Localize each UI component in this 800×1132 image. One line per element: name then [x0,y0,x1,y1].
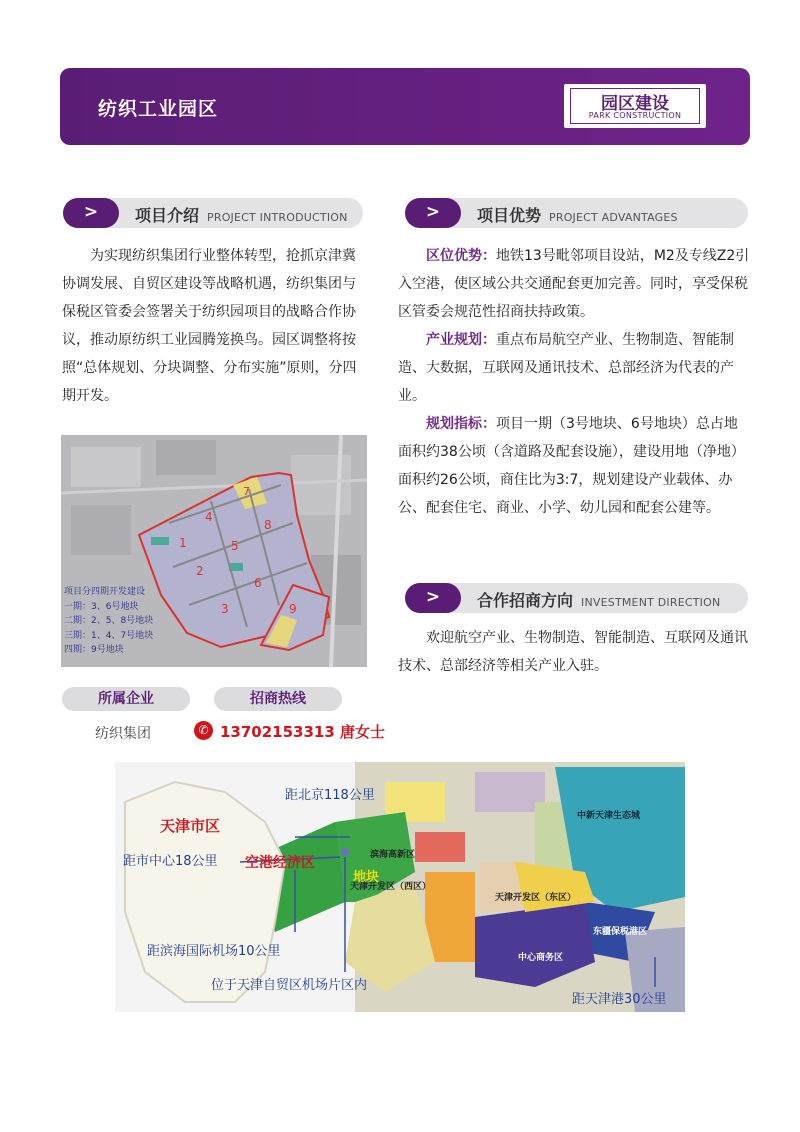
chevron-right-icon: > [405,198,461,228]
dongjiang-label: 东疆保税港区 [593,927,648,937]
plot-2-label: 2 [196,564,204,578]
ftz-location: 位于天津自贸区机场片区内 [211,978,368,993]
advantage-industry: 产业规划：重点布局航空产业、生物制造、智能制造、大数据，互联网及通讯技术、总部经济为代表的产业。 [398,332,734,404]
plot-5-label: 5 [231,539,239,553]
legend-title: 项目分四期开发建设 [64,587,146,597]
hotline-label: 招商热线 [214,687,342,711]
intro-title-en: PROJECT INTRODUCTION [207,211,348,224]
teda-east-label: 天津开发区（东区） [495,893,577,903]
intro-section-header [63,198,363,228]
advantages-title-cn: 项目优势 [477,206,542,225]
advantages-title-en: PROJECT ADVANTAGES [549,211,678,224]
eco-city-label: 中新天津生态城 [577,811,641,821]
plot-4-label: 4 [205,510,213,524]
plot-1-label: 1 [179,536,187,550]
cbd-label: 中心商务区 [518,953,564,963]
binhai-hitech-label: 滨海高新区 [370,850,416,860]
badge-title: 园区建设 [601,94,669,114]
plot-3-label: 3 [221,602,229,616]
investment-title [477,588,720,611]
advantages-title [477,203,678,226]
legend-item: 四期：9号地块 [64,645,124,655]
investment-title-cn: 合作招商方向 [477,591,574,610]
plot-6-label: 6 [254,576,262,590]
company-name: 纺织集团 [95,726,151,742]
location-map [115,762,685,1012]
legend-item: 二期：2、5、8号地块 [64,616,154,626]
plot-8-label: 8 [264,518,272,532]
investment-title-en: INVESTMENT DIRECTION [581,596,721,609]
page-title: 纺织工业园区 [98,98,219,120]
site-plan-map [61,435,367,667]
phone-icon: ✆ [194,721,213,740]
legend-item: 三期：1、4、7号地块 [64,630,154,641]
intro-title [135,203,348,226]
legend-item: 一期：3、6号地块 [64,601,139,612]
plot-9-label: 9 [289,602,297,616]
chevron-right-icon: > [405,583,461,613]
distance-port: 距天津港30公里 [572,992,667,1007]
badge-subtitle: PARK CONSTRUCTION [588,111,682,120]
investment-section-header [405,583,748,613]
chevron-right-icon: > [63,198,119,228]
header-banner [60,68,750,145]
plot-7-label: 7 [243,485,250,498]
advantages-list [398,242,750,522]
map-legend [64,585,153,658]
intro-title-cn: 项目介绍 [135,206,200,225]
teda-west-label: 天津开发区（西区） [350,882,432,892]
plot-label: 地块 [353,870,380,885]
distance-center: 距市中心18公里 [123,854,218,869]
tianjin-city-label: 天津市区 [160,817,221,835]
airport-zone-label: 空港经济区 [245,855,315,871]
distance-beijing: 距北京118公里 [285,788,375,803]
intro-paragraph: 为实现纺织集团行业整体转型，抢抓京津冀协调发展、自贸区建设等战略机遇，纺织集团与保税区管委会签署关于纺织园项目的战略合作协议，推动原纺织工业园腾笼换鸟。园区调整将按照“总体规划、分块调整、分布实施”原则，分四期开发。 [62,248,357,404]
advantage-location: 区位优势：地铁13号毗邻项目设站，M2及专线Z2引入空港，使区域公共交通配套更加完善。同时，享受保税区管委会规范性招商扶持政策。 [398,248,750,320]
distance-airport: 距滨海国际机场10公里 [147,944,281,959]
advantages-section-header [405,198,748,228]
hotline-text: 13702153313 唐女士 [220,723,386,741]
section-badge [564,84,706,128]
investment-paragraph: 欢迎航空产业、生物制造、智能制造、互联网及通讯技术、总部经济等相关产业入驻。 [398,630,748,674]
advantage-indicators: 规划指标：项目一期（3号地块、6号地块）总占地面积约38公顷（含道路及配套设施），建设用地（净地）面积约26公顷，商住比为3:7，规划建设产业载体、办公、配套住宅、商业、小学、幼儿园和配套公建等。 [398,416,745,516]
company-label: 所属企业 [62,687,190,711]
